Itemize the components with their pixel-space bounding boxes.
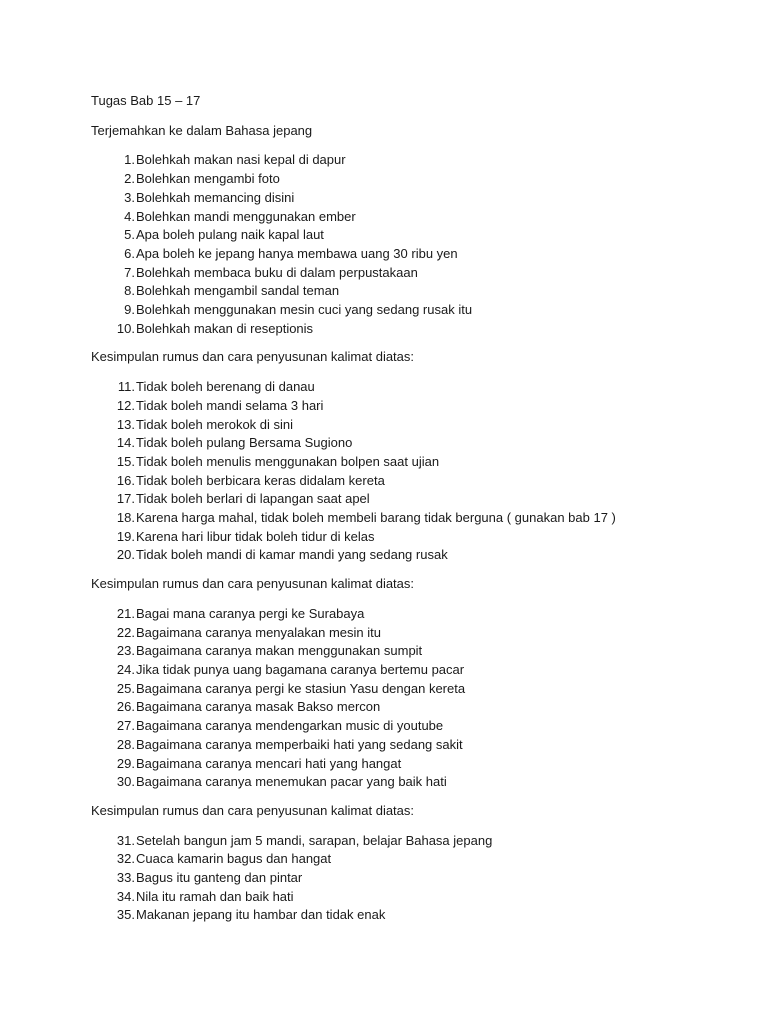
question-item [91,472,731,491]
question-item [91,755,731,774]
question-number: 18. [116,510,135,526]
question-number: 15. [116,453,135,469]
conclusion-prompt: Kesimpulan rumus dan cara penyusunan kalimat diatas: [91,802,415,818]
question-item [91,320,731,339]
question-item [91,208,731,227]
question-text: Tidak boleh menulis menggunakan bolpen saat ujian [136,453,440,469]
question-number: 25. [116,680,135,696]
question-text: Bolehkah makan nasi kepal di dapur [136,152,346,168]
question-item [91,245,731,264]
question-number: 32. [116,851,135,867]
question-item [91,736,731,755]
question-item [91,680,731,699]
question-item [91,642,731,661]
question-number: 8. [124,283,135,299]
question-text: Tidak boleh berlari di lapangan saat apel [136,491,370,507]
question-text: Bolehkah membaca buku di dalam perpustakaan [136,264,418,280]
question-text: Tidak boleh merokok di sini [136,416,294,432]
question-item [91,226,731,245]
question-number: 9. [124,302,135,318]
question-text: Bolehkah menggunakan mesin cuci yang sedang rusak itu [136,302,473,318]
question-number: 22. [116,624,135,640]
question-text: Apa boleh pulang naik kapal laut [136,227,324,243]
question-text: Tidak boleh pulang Bersama Sugiono [136,435,353,451]
conclusion-prompt: Kesimpulan rumus dan cara penyusunan kalimat diatas: [91,576,415,592]
question-text: Bolehkah makan di reseptionis [136,320,314,336]
question-number: 16. [116,472,135,488]
question-number: 31. [116,832,135,848]
question-text: Tidak boleh mandi di kamar mandi yang sedang rusak [136,547,448,563]
question-number: 23. [116,643,135,659]
question-number: 28. [116,736,135,752]
question-number: 26. [116,699,135,715]
question-number: 6. [124,245,135,261]
question-text: Tidak boleh berbicara keras didalam kereta [136,472,385,488]
question-item [91,717,731,736]
question-number: 27. [116,718,135,734]
question-item [91,509,731,528]
question-text: Bolehkan mengambi foto [136,171,280,187]
question-number: 11. [117,379,135,395]
question-text: Setelah bangun jam 5 mandi, sarapan, belajar Bahasa jepang [136,832,493,848]
question-item [91,773,731,792]
question-number: 10. [116,320,135,336]
question-number: 4. [124,208,135,224]
question-number: 3. [124,189,135,205]
question-number: 29. [116,755,135,771]
conclusion-prompt: Kesimpulan rumus dan cara penyusunan kalimat diatas: [91,349,415,365]
question-text: Tidak boleh berenang di danau [136,379,315,395]
question-text: Bagai mana caranya pergi ke Surabaya [136,605,365,621]
question-item [91,189,731,208]
instruction-text: Terjemahkan ke dalam Bahasa jepang [91,122,313,138]
question-text: Bagus itu ganteng dan pintar [136,870,303,886]
question-item [91,661,731,680]
question-item [91,605,731,624]
question-text: Apa boleh ke jepang hanya membawa uang 30 ribu yen [136,245,458,261]
question-text: Bagaimana caranya memperbaiki hati yang sedang sakit [136,736,463,752]
exercise-sections [91,151,731,925]
question-item [91,416,731,435]
question-text: Bagaimana caranya menyalakan mesin itu [136,624,381,640]
question-item [91,528,731,547]
question-text: Tidak boleh mandi selama 3 hari [136,397,324,413]
question-item [91,151,731,170]
question-number: 35. [116,907,135,923]
question-text: Bagaimana caranya menemukan pacar yang baik hati [136,774,447,790]
question-item [91,282,731,301]
question-item [91,453,731,472]
question-item [91,546,731,565]
question-number: 19. [116,528,135,544]
question-number: 2. [124,171,135,187]
question-list-2 [91,378,731,565]
question-item [91,378,731,397]
question-item [91,888,731,907]
question-number: 14. [116,435,135,451]
question-list-4 [91,832,731,926]
question-number: 13. [116,416,135,432]
question-item [91,698,731,717]
question-item [91,832,731,851]
question-text: Karena harga mahal, tidak boleh membeli barang tidak berguna ( gunakan bab 17 ) [136,510,616,526]
question-text: Makanan jepang itu hambar dan tidak enak [136,907,386,923]
question-number: 33. [116,870,135,886]
question-item [91,624,731,643]
question-number: 24. [116,661,135,677]
document-title: Tugas Bab 15 – 17 [91,93,201,108]
question-text: Bagaimana caranya pergi ke stasiun Yasu dengan kereta [136,680,466,696]
question-text: Bolehkah mengambil sandal teman [136,283,340,299]
question-number: 7. [124,264,135,280]
question-number: 1. [124,152,135,168]
question-number: 5. [124,227,135,243]
question-number: 17. [116,491,135,507]
question-item [91,490,731,509]
question-item [91,850,731,869]
question-list-1 [91,151,731,338]
question-item [91,264,731,283]
question-item [91,301,731,320]
question-item [91,906,731,925]
question-number: 34. [116,888,135,904]
question-text: Bagaimana caranya mendengarkan music di youtube [136,718,444,734]
question-list-3 [91,605,731,792]
question-item [91,869,731,888]
question-number: 30. [116,774,135,790]
question-text: Bagaimana caranya makan menggunakan sumpit [136,643,423,659]
document-page [91,92,731,925]
question-text: Bagaimana caranya masak Bakso mercon [136,699,381,715]
question-text: Nila itu ramah dan baik hati [136,888,294,904]
question-text: Cuaca kamarin bagus dan hangat [136,851,332,867]
question-text: Bolehkah memancing disini [136,189,295,205]
question-text: Bolehkan mandi menggunakan ember [136,208,356,224]
question-item [91,170,731,189]
question-item [91,434,731,453]
question-item [91,397,731,416]
question-text: Karena hari libur tidak boleh tidur di kelas [136,528,375,544]
question-number: 20. [116,547,135,563]
question-text: Jika tidak punya uang bagamana caranya bertemu pacar [136,661,465,677]
question-text: Bagaimana caranya mencari hati yang hangat [136,755,402,771]
question-number: 12. [116,397,135,413]
question-number: 21. [116,605,135,621]
